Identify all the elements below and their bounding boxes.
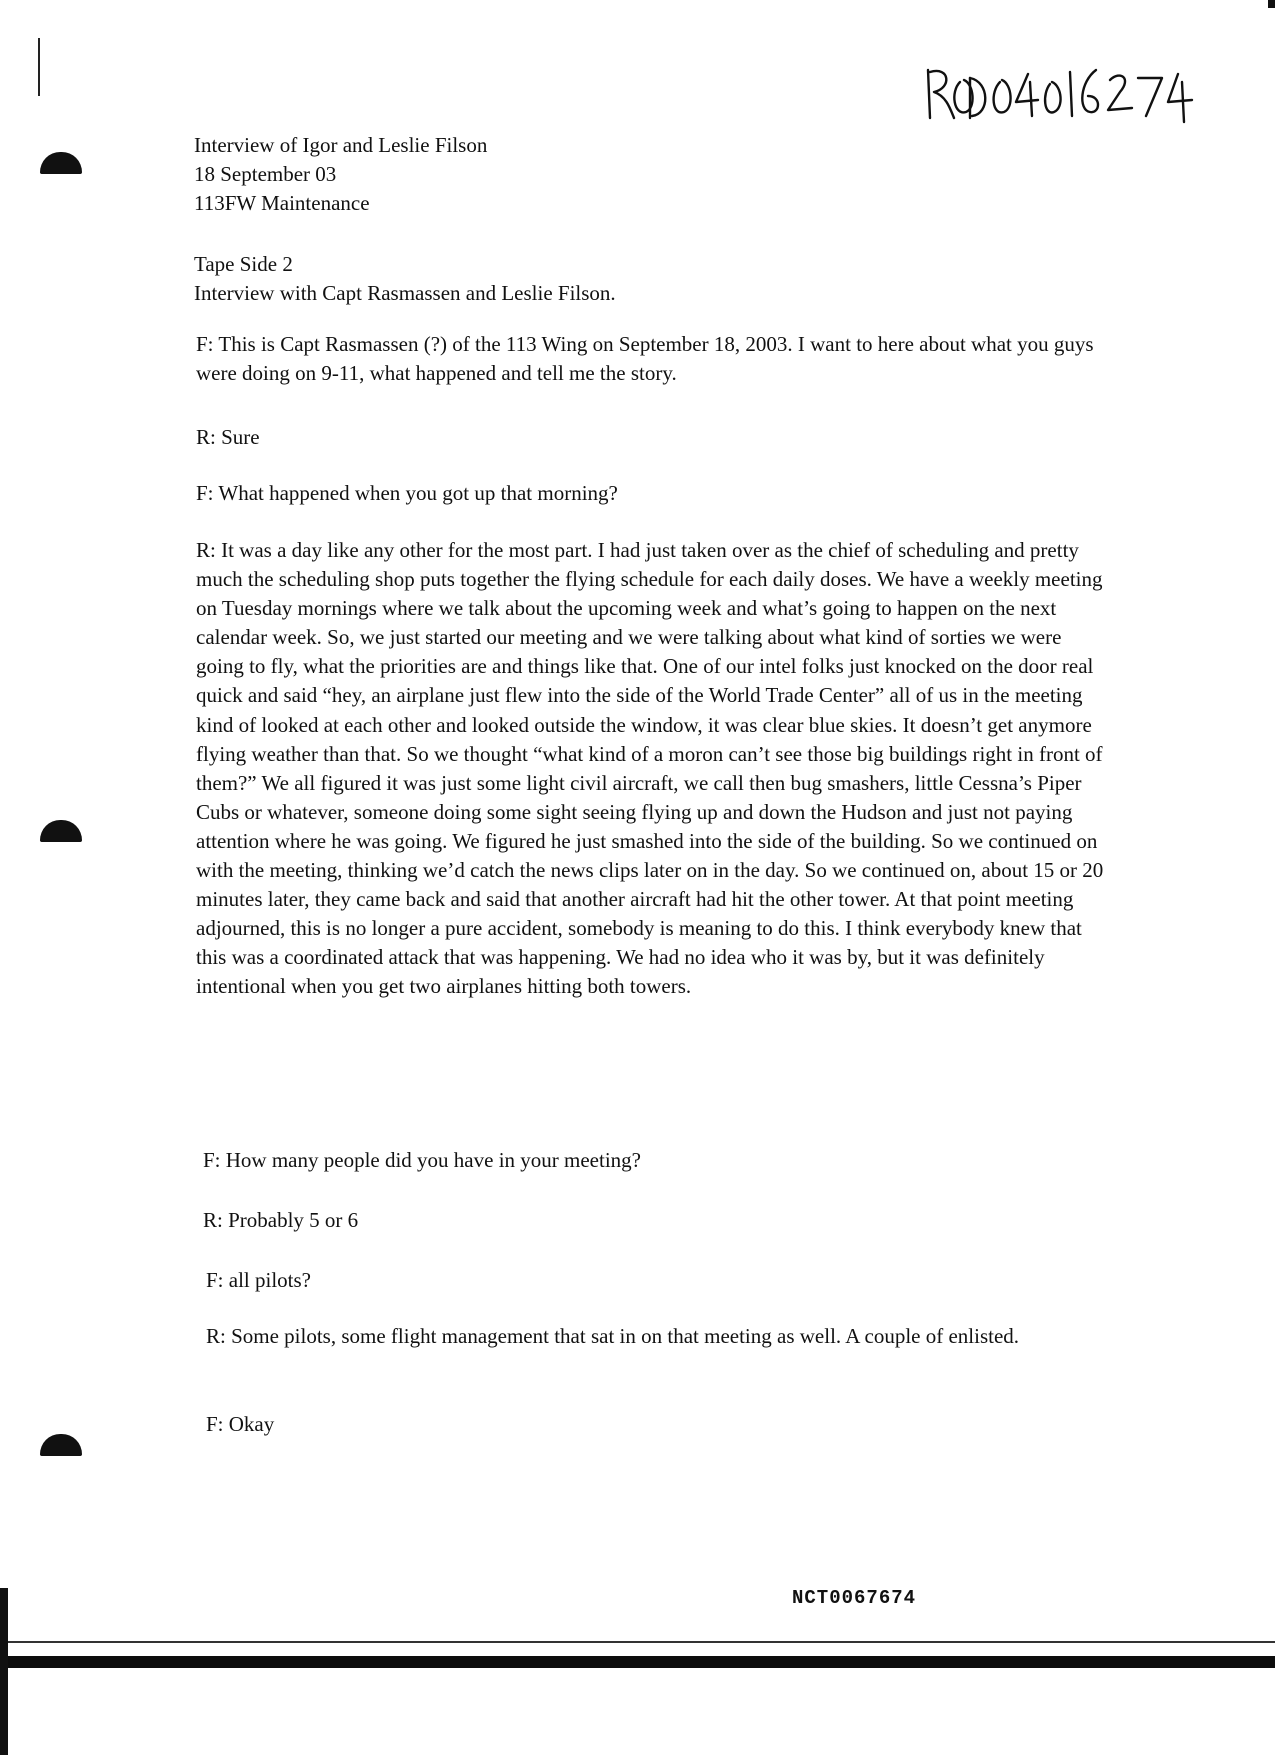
- handwritten-document-id: [920, 52, 1200, 132]
- punch-hole-middle: [40, 820, 82, 842]
- interview-title: Interview of Igor and Leslie Filson: [194, 133, 488, 157]
- transcript-paragraph: [206, 1322, 1126, 1351]
- interview-date: 18 September 03: [194, 162, 337, 186]
- transcript-paragraph: [196, 423, 1126, 452]
- transcript-paragraph: [206, 1266, 1136, 1295]
- transcript-text: F: Okay: [206, 1412, 275, 1436]
- tape-info: [194, 250, 616, 308]
- transcript-text: R: Some pilots, some flight management that sat in on that meeting as well. A couple of enlisted.: [206, 1324, 1020, 1348]
- transcript-paragraph: [206, 1410, 1136, 1439]
- interview-header: [194, 131, 487, 218]
- tape-side: Tape Side 2: [194, 252, 293, 276]
- scan-corner-mark: [1268, 0, 1275, 8]
- transcript-text: F: This is Capt Rasmassen (?) of the 113 Wing on September 18, 2003. I want to here about what you guys were doing on 9-11, what happened and tell me the story.: [196, 332, 1094, 385]
- scan-artifact-line: [38, 38, 40, 96]
- tape-participants: Interview with Capt Rasmassen and Leslie Filson.: [194, 281, 616, 305]
- document-control-number: NCT0067674: [792, 1587, 917, 1609]
- punch-hole-top: [40, 152, 82, 174]
- bottom-rule-thick: [0, 1656, 1275, 1668]
- transcript-text: F: What happened when you got up that morning?: [196, 481, 618, 505]
- transcript-paragraph: [196, 330, 1126, 388]
- bottom-rule-thin: [0, 1641, 1275, 1643]
- punch-hole-bottom: [40, 1434, 82, 1456]
- transcript-text: R: It was a day like any other for the most part. I had just taken over as the chief of scheduling and pretty much the scheduling shop puts together the flying schedule for each daily doses. We have a weekly meeting on Tuesday mornings where we talk about the upcoming week and what’s going to happen on the next calendar week. So, we just started our meeting and we were talking about what kind of sorties we were going to fly, what the priorities are and things like that. One of our intel folks just knocked on the door real quick and said “hey, an airplane just flew into the side of the World Trade Center” all of us in the meeting kind of looked at each other and looked outside the window, it was clear blue skies. It doesn’t get anymore flying weather than that. So we thought “what kind of a moron can’t see those big buildings right in front of them?” We all figured it was just some light civil aircraft, we call then bug smashers, little Cessna’s Piper Cubs or whatever, someone doing some sight seeing flying up and down the Hudson and just not paying attention where he was going. We figured he just smashed into the side of the building. So we continued on with the meeting, thinking we’d catch the news clips later on in the day. So we continued on, about 15 or 20 minutes later, they came back and said that another aircraft had hit the other tower. At that point meeting adjourned, this is no longer a pure accident, somebody is meaning to do this. I think everybody knew that this was a coordinated attack that was happening. We had no idea who it was by, but it was definitely intentional when you get two airplanes hitting both towers.: [196, 538, 1104, 999]
- scan-left-edge: [0, 1588, 8, 1755]
- transcript-paragraph: [196, 536, 1106, 1002]
- transcript-text: R: Sure: [196, 425, 260, 449]
- transcript-paragraph: [203, 1206, 1133, 1235]
- transcript-text: R: Probably 5 or 6: [203, 1208, 359, 1232]
- interview-unit: 113FW Maintenance: [194, 191, 370, 215]
- transcript-text: F: How many people did you have in your meeting?: [203, 1148, 641, 1172]
- transcript-paragraph: [196, 479, 1126, 508]
- handwritten-id-text: RDOD04016274: [920, 52, 927, 53]
- transcript-text: F: all pilots?: [206, 1268, 311, 1292]
- transcript-paragraph: [203, 1146, 1133, 1175]
